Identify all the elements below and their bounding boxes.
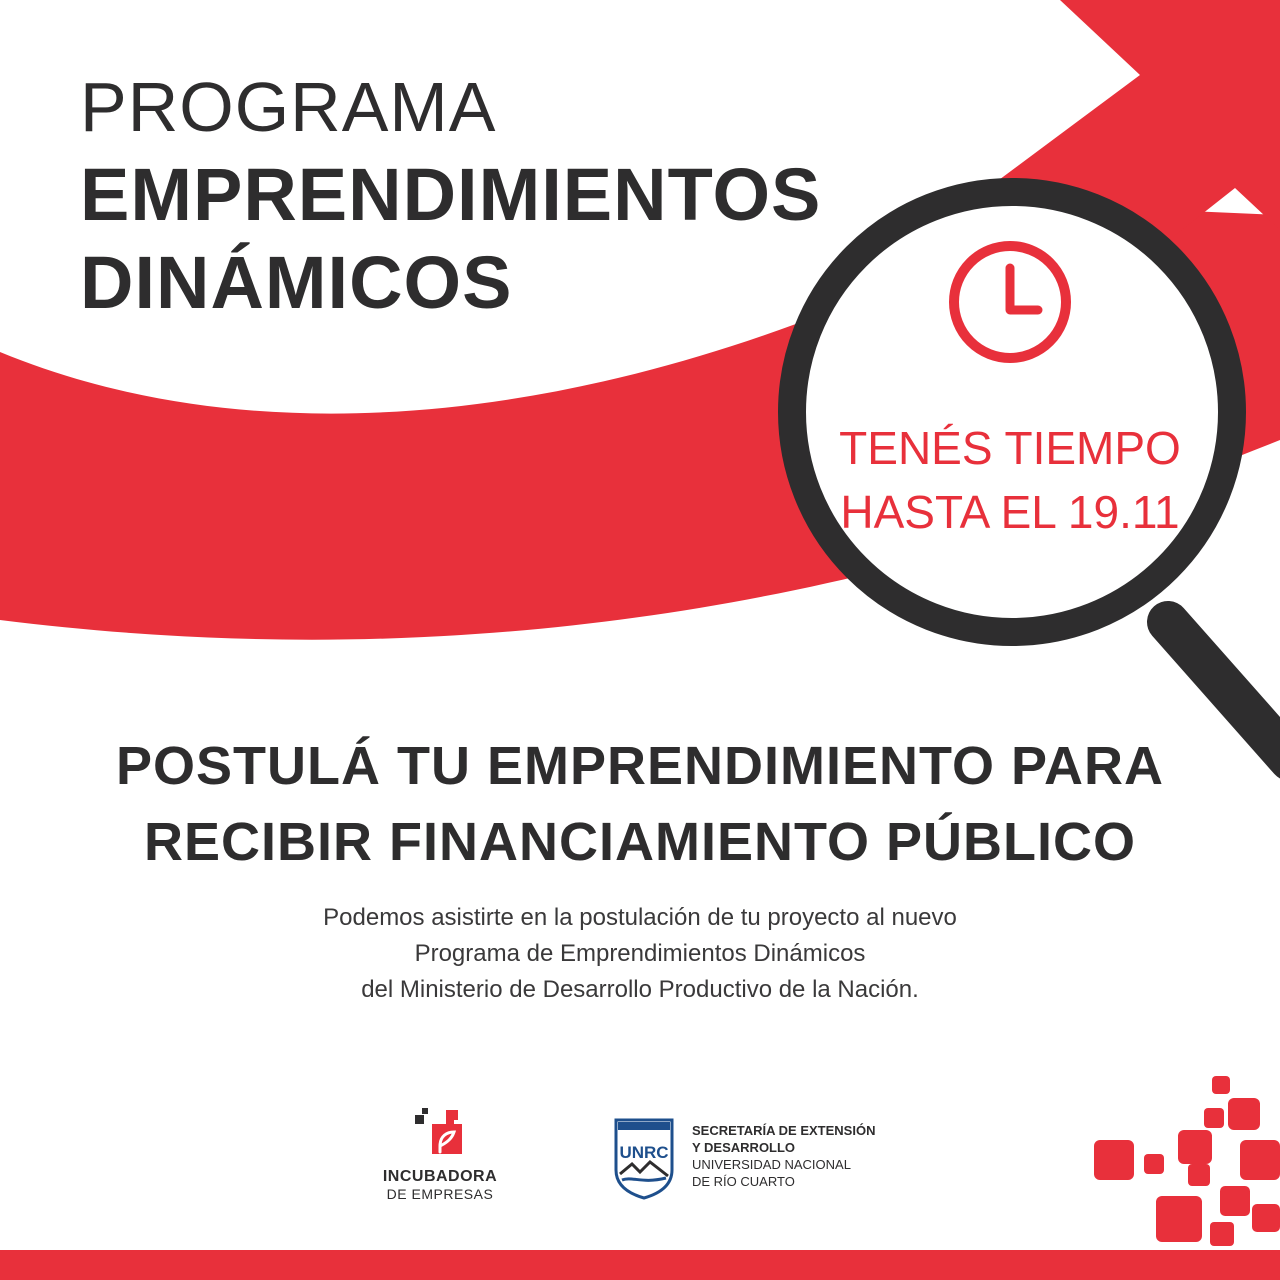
description: [160, 900, 1120, 1008]
incubadora-logo: [368, 1104, 512, 1202]
headline: [60, 728, 1220, 880]
deadline-line-2: HASTA EL 19.11: [840, 486, 1180, 538]
unrc-shield-text: UNRC: [619, 1143, 669, 1162]
description-line-2: Programa de Emprendimientos Dinámicos: [414, 940, 866, 967]
incubadora-name-line-1: INCUBADORA: [382, 1168, 498, 1185]
incubadora-icon: [410, 1104, 470, 1160]
description-line-1: Podemos asistirte en la postulación de tu proyecto al nuevo: [323, 904, 957, 931]
description-line-3: del Ministerio de Desarrollo Productivo de la Nación.: [361, 976, 919, 1003]
unrc-line-4: DE RÍO CUARTO: [692, 1174, 795, 1189]
pixel-decoration: [1094, 1076, 1280, 1246]
magnifier-lens: [792, 192, 1232, 632]
deadline-text: [800, 416, 1220, 544]
unrc-shield-icon: [612, 1116, 676, 1200]
unrc-line-2: Y DESARROLLO: [692, 1140, 796, 1155]
incubadora-name-line-2: DE EMPRESAS: [386, 1186, 494, 1202]
unrc-line-1: SECRETARÍA DE EXTENSIÓN: [692, 1123, 876, 1138]
deadline-line-1: TENÉS TIEMPO: [839, 422, 1181, 474]
title-line-1: PROGRAMA: [80, 68, 497, 146]
program-title: [80, 68, 822, 324]
headline-line-1: POSTULÁ TU EMPRENDIMIENTO PARA: [115, 736, 1165, 796]
title-line-2: EMPRENDIMIENTOS: [80, 153, 822, 236]
headline-line-2: RECIBIR FINANCIAMIENTO PÚBLICO: [143, 812, 1136, 872]
unrc-logo: [612, 1116, 912, 1202]
bottom-strip: [0, 1250, 1280, 1280]
title-line-3: DINÁMICOS: [80, 241, 513, 324]
unrc-line-3: UNIVERSIDAD NACIONAL: [692, 1157, 851, 1172]
